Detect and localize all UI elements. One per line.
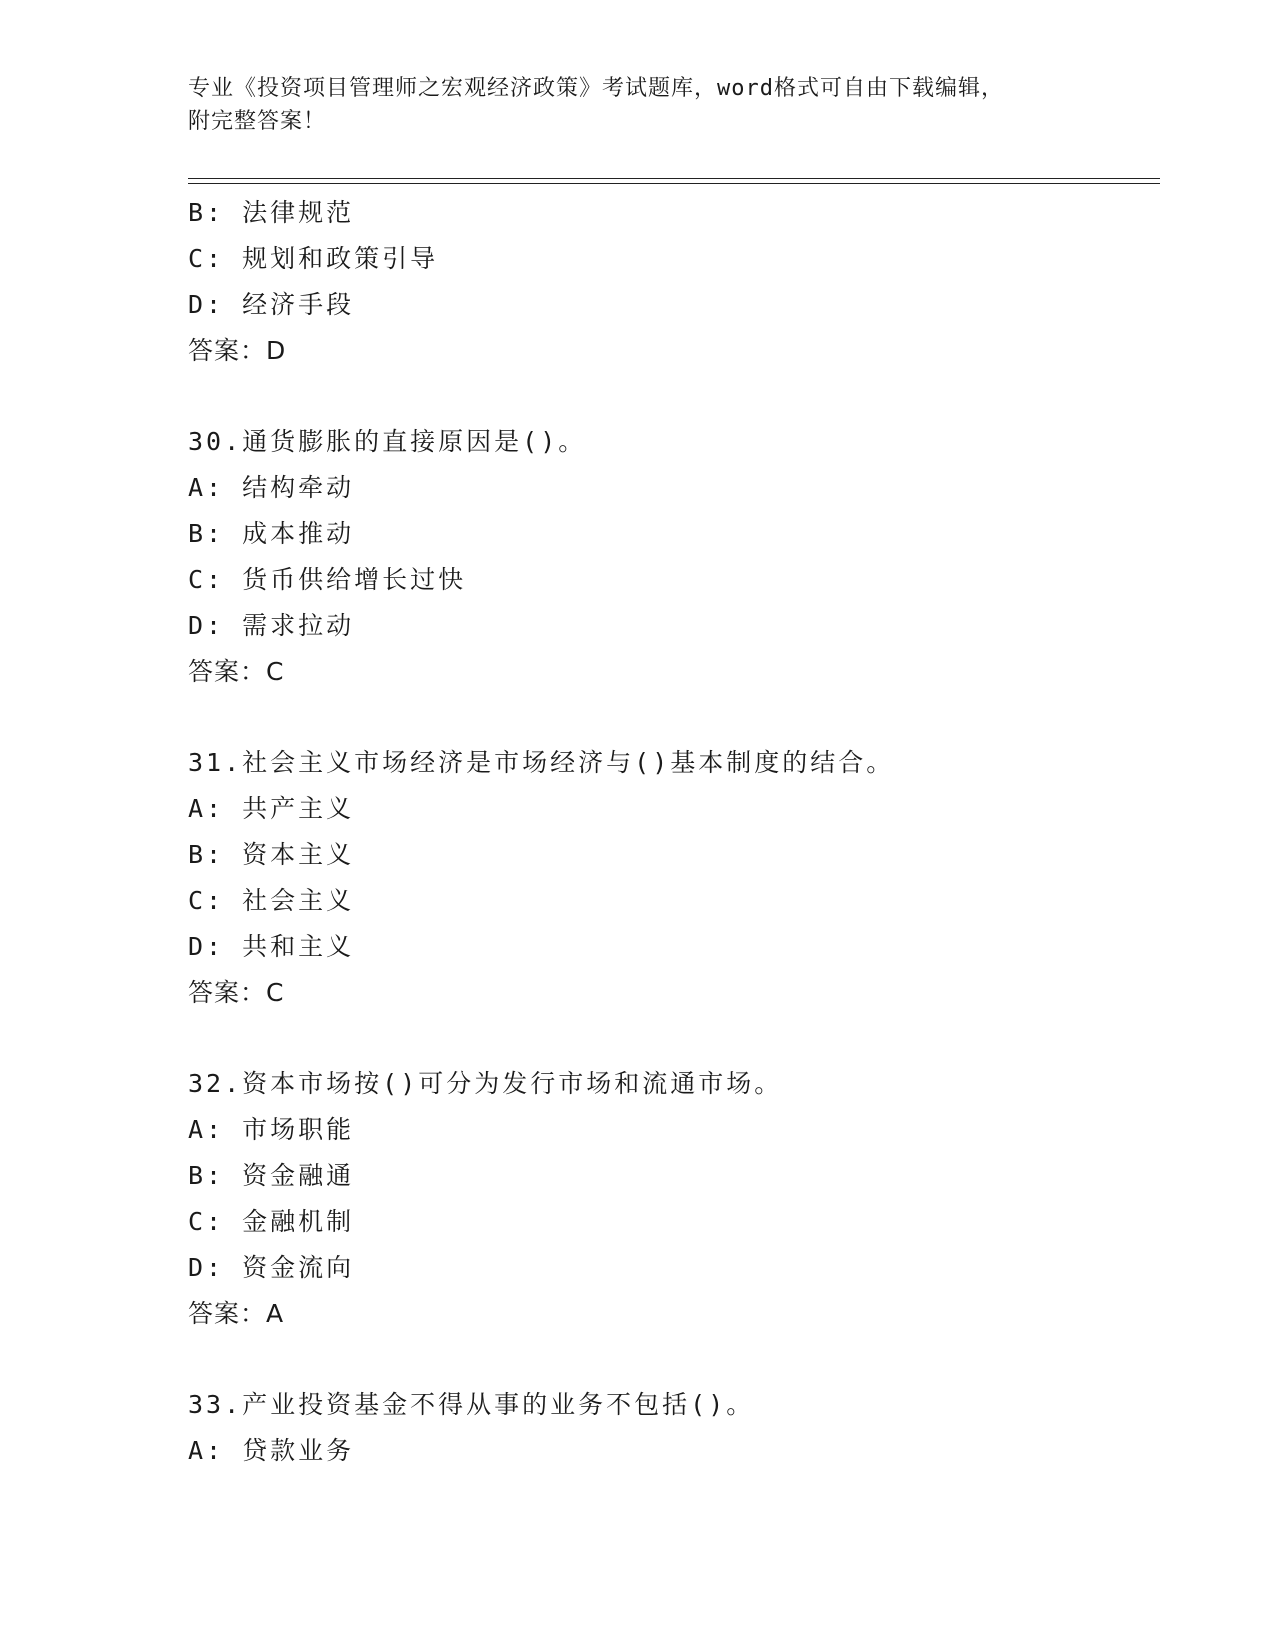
question-32 bbox=[188, 1061, 1160, 1337]
header-rule-top bbox=[188, 178, 1160, 179]
header-rule-bottom bbox=[188, 183, 1160, 184]
option-a: A: 共产主义 bbox=[188, 794, 355, 823]
header-line-2: 附完整答案！ bbox=[188, 109, 327, 134]
previous-question-options bbox=[188, 190, 1160, 374]
option-a: A: 贷款业务 bbox=[188, 1436, 355, 1465]
option-c: C: 货币供给增长过快 bbox=[188, 565, 467, 594]
option-d: D: 资金流向 bbox=[188, 1253, 355, 1282]
question-30 bbox=[188, 419, 1160, 695]
question-text: 30.通货膨胀的直接原因是()。 bbox=[188, 427, 587, 456]
document-header bbox=[188, 72, 1088, 138]
question-text: 31.社会主义市场经济是市场经济与()基本制度的结合。 bbox=[188, 748, 895, 777]
option-a: A: 结构牵动 bbox=[188, 473, 355, 502]
option-c: C: 社会主义 bbox=[188, 886, 355, 915]
question-33 bbox=[188, 1382, 1160, 1474]
option-d: D: 需求拉动 bbox=[188, 611, 355, 640]
answer-line: 答案：D bbox=[188, 336, 287, 365]
header-line-1: 专业《投资项目管理师之宏观经济政策》考试题库，word格式可自由下载编辑， bbox=[188, 76, 1004, 101]
answer-line: 答案：C bbox=[188, 978, 285, 1007]
question-text: 32.资本市场按()可分为发行市场和流通市场。 bbox=[188, 1069, 783, 1098]
option-b: B: 法律规范 bbox=[188, 198, 355, 227]
option-c: C: 规划和政策引导 bbox=[188, 244, 439, 273]
question-31 bbox=[188, 740, 1160, 1016]
option-c: C: 金融机制 bbox=[188, 1207, 355, 1236]
answer-line: 答案：A bbox=[188, 1299, 285, 1328]
question-list bbox=[188, 190, 1160, 1474]
option-b: B: 资金融通 bbox=[188, 1161, 355, 1190]
option-d: D: 共和主义 bbox=[188, 932, 355, 961]
question-text: 33.产业投资基金不得从事的业务不包括()。 bbox=[188, 1390, 755, 1419]
option-b: B: 资本主义 bbox=[188, 840, 355, 869]
option-b: B: 成本推动 bbox=[188, 519, 355, 548]
option-a: A: 市场职能 bbox=[188, 1115, 355, 1144]
answer-line: 答案：C bbox=[188, 657, 285, 686]
option-d: D: 经济手段 bbox=[188, 290, 355, 319]
